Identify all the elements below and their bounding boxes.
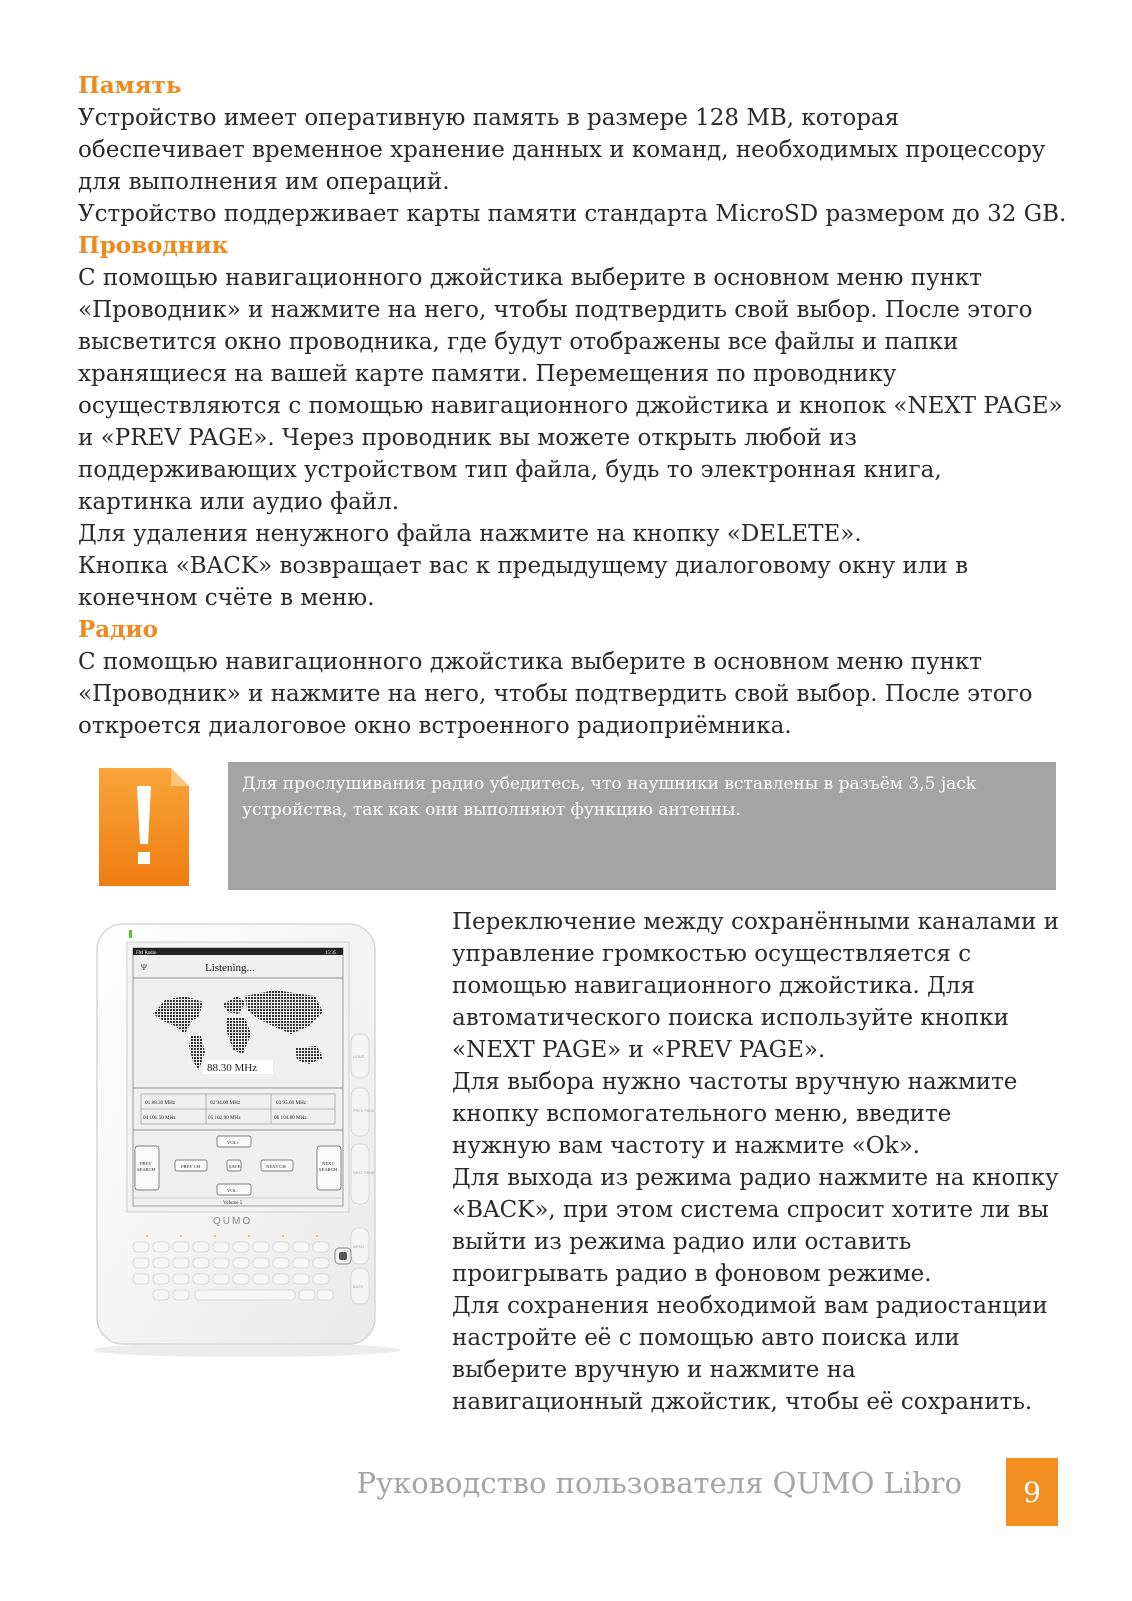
radio-line: откроется диалоговое окно встроенного радиоприёмника. [78, 713, 792, 739]
memory-line: Устройство имеет оперативную память в размере 128 MB, которая [78, 105, 900, 131]
side-button-label: HOME [353, 1055, 365, 1059]
preset-item: 03 95.60 MHz [276, 1100, 307, 1106]
radio-detail-line: выберите вручную и нажмите на [452, 1357, 856, 1383]
page-number-badge: 9 [1006, 1458, 1058, 1526]
footer-title: Руководство пользователя QUMO Libro [356, 1466, 962, 1500]
side-button-label: BACK [353, 1285, 364, 1289]
radio-line: «Проводник» и нажмите на него, чтобы подтвердить свой выбор. После этого [78, 681, 1033, 707]
next-search-label: SEARCH [319, 1167, 338, 1172]
main-text-column [78, 70, 1068, 742]
note-line: устройства, так как они выполняют функцию антенны. [242, 800, 741, 820]
vol-minus-label: VOL- [227, 1188, 238, 1193]
preset-item: 06 104.80 MHz [274, 1115, 307, 1121]
radio-detail-line: проигрывать радио в фоновом режиме. [452, 1261, 932, 1287]
brand-logo: QUMO [213, 1216, 253, 1227]
vol-plus-label: VOL+ [227, 1140, 240, 1145]
explorer-line: Для удаления ненужного файла нажмите на кнопку «DELETE». [78, 521, 862, 547]
radio-line: С помощью навигационного джойстика выберите в основном меню пункт [78, 649, 983, 675]
radio-details-column [452, 906, 1072, 1418]
note-box [228, 762, 1056, 890]
side-button-label: PREV PAGE [353, 1109, 375, 1113]
memory-line: обеспечивает временное хранение данных и команд, необходимых процессору [78, 137, 1046, 163]
ebook-reader-illustration [95, 922, 405, 1362]
exclamation-icon [99, 768, 189, 886]
radio-detail-line: Для сохранения необходимой вам радиостанции [452, 1293, 1048, 1319]
explorer-line: картинка или аудио файл. [78, 489, 400, 515]
radio-detail-line: помощью навигационного джойстика. Для [452, 973, 975, 999]
next-search-label: NEXT [322, 1161, 335, 1166]
explorer-line: осуществляются с помощью навигационного джойстика и кнопок «NEXT PAGE» [78, 393, 1063, 419]
preset-item: 05 102.90 MHz [208, 1115, 241, 1121]
explorer-line: хранящиеся на вашей карте памяти. Перемещения по проводнику [78, 361, 897, 387]
device-frequency: 88.30 MHz [207, 1062, 258, 1074]
explorer-line: Кнопка «BACK» возвращает вас к предыдущему диалоговому окну или в [78, 553, 969, 579]
radio-detail-line: навигационный джойстик, чтобы её сохранить. [452, 1389, 1033, 1415]
side-button-label: NEXT PAGE [353, 1171, 375, 1175]
heading-explorer: Проводник [78, 232, 229, 259]
device-listening: Listening... [205, 962, 255, 974]
explorer-line: поддерживающих устройством тип файла, будь то электронная книга, [78, 457, 942, 483]
next-ch-label: NEXT CH [266, 1164, 286, 1169]
prev-search-label: PREV [140, 1161, 152, 1166]
radio-detail-line: Для выхода из режима радио нажмите на кнопку [452, 1165, 1059, 1191]
volume-label: Volume 5 [223, 1201, 243, 1206]
device-status-left: FM Radio [136, 951, 157, 956]
preset-item: 01 88.30 MHz [145, 1100, 176, 1106]
radio-detail-line: Для выбора нужно частоты вручную нажмите [452, 1069, 1018, 1095]
prev-ch-label: PREV CH [181, 1164, 201, 1169]
explorer-line: высветится окно проводника, где будут отображены все файлы и папки [78, 329, 959, 355]
note-line: Для прослушивания радио убедитесь, что наушники вставлены в разъём 3,5 jack [242, 774, 977, 794]
heading-radio: Радио [78, 616, 158, 643]
radio-detail-line: «BACK», при этом система спросит хотите ли вы [452, 1197, 1049, 1223]
prev-search-label: SEARCH [137, 1167, 156, 1172]
radio-detail-line: «NEXT PAGE» и «PREV PAGE». [452, 1037, 826, 1063]
radio-detail-line: управление громкостью осуществляется с [452, 941, 972, 967]
antenna-icon: Ψ [141, 963, 147, 972]
preset-item: 04 101.50 MHz [143, 1115, 176, 1121]
radio-detail-line: нужную вам частоту и нажмите «Ok». [452, 1133, 920, 1159]
explorer-line: «Проводник» и нажмите на него, чтобы подтвердить свой выбор. После этого [78, 297, 1033, 323]
save-label: SAVE [229, 1164, 241, 1169]
device-status-right: 15:35 [325, 951, 337, 956]
radio-detail-line: Переключение между сохранёнными каналами и [452, 909, 1059, 935]
radio-detail-line: выйти из режима радио или оставить [452, 1229, 912, 1255]
explorer-line: С помощью навигационного джойстика выберите в основном меню пункт [78, 265, 983, 291]
side-button-label: MENU [353, 1245, 365, 1249]
explorer-line: и «PREV PAGE». Через проводник вы можете открыть любой из [78, 425, 857, 451]
memory-line: Устройство поддерживает карты памяти стандарта MicroSD размером до 32 GB. [78, 201, 1067, 227]
heading-memory: Память [78, 72, 182, 99]
radio-detail-line: кнопку вспомогательного меню, введите [452, 1101, 952, 1127]
explorer-line: конечном счёте в меню. [78, 585, 375, 611]
preset-item: 02 94.00 MHz [210, 1100, 241, 1106]
radio-detail-line: автоматического поиска используйте кнопки [452, 1005, 1009, 1031]
memory-line: для выполнения им операций. [78, 169, 450, 195]
radio-detail-line: настройте её с помощью авто поиска или [452, 1325, 960, 1351]
